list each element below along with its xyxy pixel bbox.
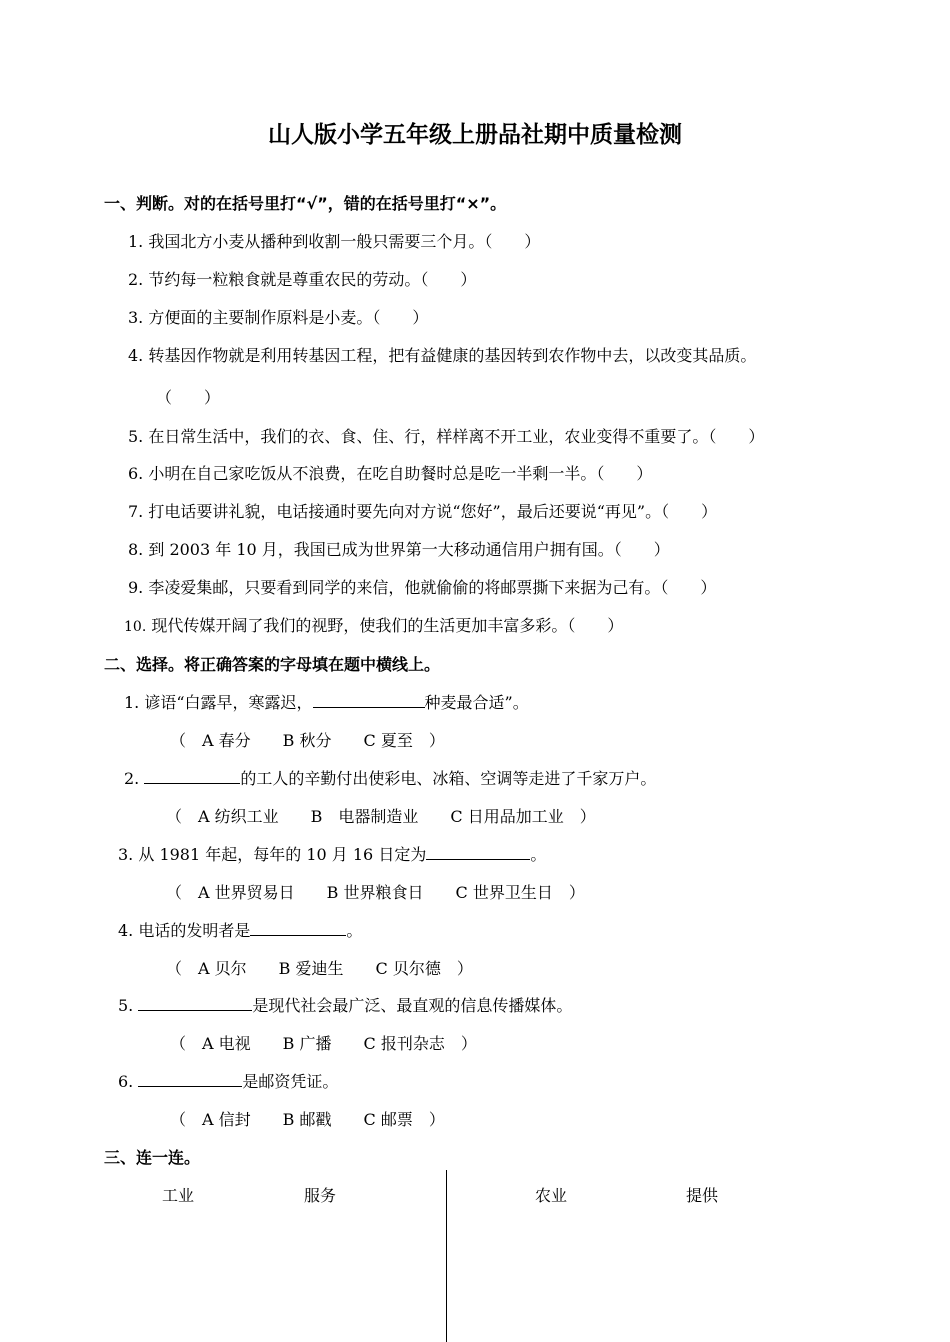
choice-options-5: （ A 电视 B 广播 C 报刊杂志 ） [170, 1034, 477, 1053]
item-text: 现代传媒开阔了我们的视野，使我们的生活更加丰富多彩。（ ） [151, 616, 624, 635]
match-left-service: 服务 [304, 1186, 337, 1205]
item-number: 5. [118, 996, 134, 1015]
answer-blank[interactable] [138, 1071, 242, 1087]
item-text: 方便面的主要制作原料是小麦。（ ） [148, 308, 429, 327]
item-number: 1. [124, 693, 140, 712]
choice-item-3 [118, 842, 546, 865]
judge-item-9 [128, 575, 716, 598]
item-text-after: 是邮资凭证。 [242, 1072, 339, 1091]
item-text: 我国北方小麦从播种到收割一般只需要三个月。（ ） [148, 232, 541, 251]
item-number: 4. [118, 921, 134, 940]
choice-item-6 [118, 1069, 338, 1092]
item-text: 节约每一粒粮食就是尊重农民的劳动。（ ） [148, 270, 477, 289]
item-number: 1. [128, 232, 144, 251]
choice-item-2 [124, 766, 656, 789]
choice-item-4 [118, 918, 362, 941]
item-number: 4. [128, 346, 144, 365]
judge-item-6 [128, 461, 652, 484]
answer-blank[interactable] [138, 995, 252, 1011]
judge-item-8 [128, 537, 670, 560]
item-number: 6. [118, 1072, 134, 1091]
match-left-industry: 工业 [162, 1186, 195, 1205]
item-text: 李凌爱集邮，只要看到同学的来信，他就偷偷的将邮票撕下来据为己有。（ ） [148, 578, 717, 597]
choice-options-6: （ A 信封 B 邮戳 C 邮票 ） [170, 1110, 445, 1129]
item-text: 打电话要讲礼貌，电话接通时要先向对方说“您好”，最后还要说“再见”。（ ） [148, 502, 718, 521]
page-title: 山人版小学五年级上册品社期中质量检测 [268, 122, 682, 148]
item-number: 2. [128, 270, 144, 289]
match-right-agriculture: 农业 [535, 1186, 568, 1205]
judge-item-7 [128, 499, 717, 522]
choice-item-5 [118, 993, 572, 1016]
item-number: 7. [128, 502, 144, 521]
match-right-provide: 提供 [686, 1186, 719, 1205]
item-number: 3. [128, 308, 144, 327]
judge-item-1 [128, 229, 540, 252]
item-number: 5. [128, 427, 144, 446]
section3-heading: 三、连一连。 [104, 1148, 201, 1167]
answer-blank[interactable] [250, 920, 346, 936]
item-number: 9. [128, 578, 144, 597]
item-text-before: 从 1981 年起，每年的 10 月 16 日定为 [138, 845, 427, 864]
item-number: 2. [124, 769, 140, 788]
item-text-after: 种麦最合适”。 [424, 693, 529, 712]
judge-item-4 [128, 343, 756, 366]
item-text: 在日常生活中，我们的衣、食、住、行，样样离不开工业，农业变得不重要了。（ ） [148, 427, 765, 446]
choice-options-1: （ A 春分 B 秋分 C 夏至 ） [170, 731, 445, 750]
choice-options-4: （ A 贝尔 B 爱迪生 C 贝尔德 ） [166, 959, 473, 978]
answer-blank[interactable] [313, 692, 425, 708]
column-divider [446, 1170, 447, 1342]
answer-blank[interactable] [144, 768, 240, 784]
item-text-after: 。 [346, 921, 363, 940]
judge-item-10 [124, 613, 623, 636]
answer-blank[interactable] [426, 844, 530, 860]
section2-heading: 二、选择。将正确答案的字母填在题中横线上。 [104, 655, 441, 674]
item-number: 3. [118, 845, 134, 864]
item-text: 小明在自己家吃饭从不浪费，在吃自助餐时总是吃一半剩一半。（ ） [148, 464, 653, 483]
choice-item-1 [124, 690, 529, 713]
section1-heading: 一、判断。对的在括号里打“√”，错的在括号里打“×”。 [104, 194, 507, 213]
item-text-after: 的工人的辛勤付出使彩电、冰箱、空调等走进了千家万户。 [240, 769, 657, 788]
item-text: 到 2003 年 10 月，我国已成为世界第一大移动通信用户拥有国。（ ） [148, 540, 670, 559]
item-text-before: 谚语“白露早，寒露迟， [144, 693, 313, 712]
judge-item-2 [128, 267, 476, 290]
choice-options-2: （ A 纺织工业 B 电器制造业 C 日用品加工业 ） [166, 807, 596, 826]
item-number: 8. [128, 540, 144, 559]
item-text-after: 。 [530, 845, 547, 864]
item-text: 转基因作物就是利用转基因工程，把有益健康的基因转到农作物中去，以改变其品质。 [148, 346, 757, 365]
item-text-before: 电话的发明者是 [138, 921, 251, 940]
judge-item-3 [128, 305, 428, 328]
item-number: 10. [124, 619, 147, 635]
item-number: 6. [128, 464, 144, 483]
judge-item-5 [128, 424, 764, 447]
item-text-after: 是现代社会最广泛、最直观的信息传播媒体。 [252, 996, 573, 1015]
judge-item-4-bracket: （ ） [156, 388, 221, 407]
choice-options-3: （ A 世界贸易日 B 世界粮食日 C 世界卫生日 ） [166, 883, 585, 902]
